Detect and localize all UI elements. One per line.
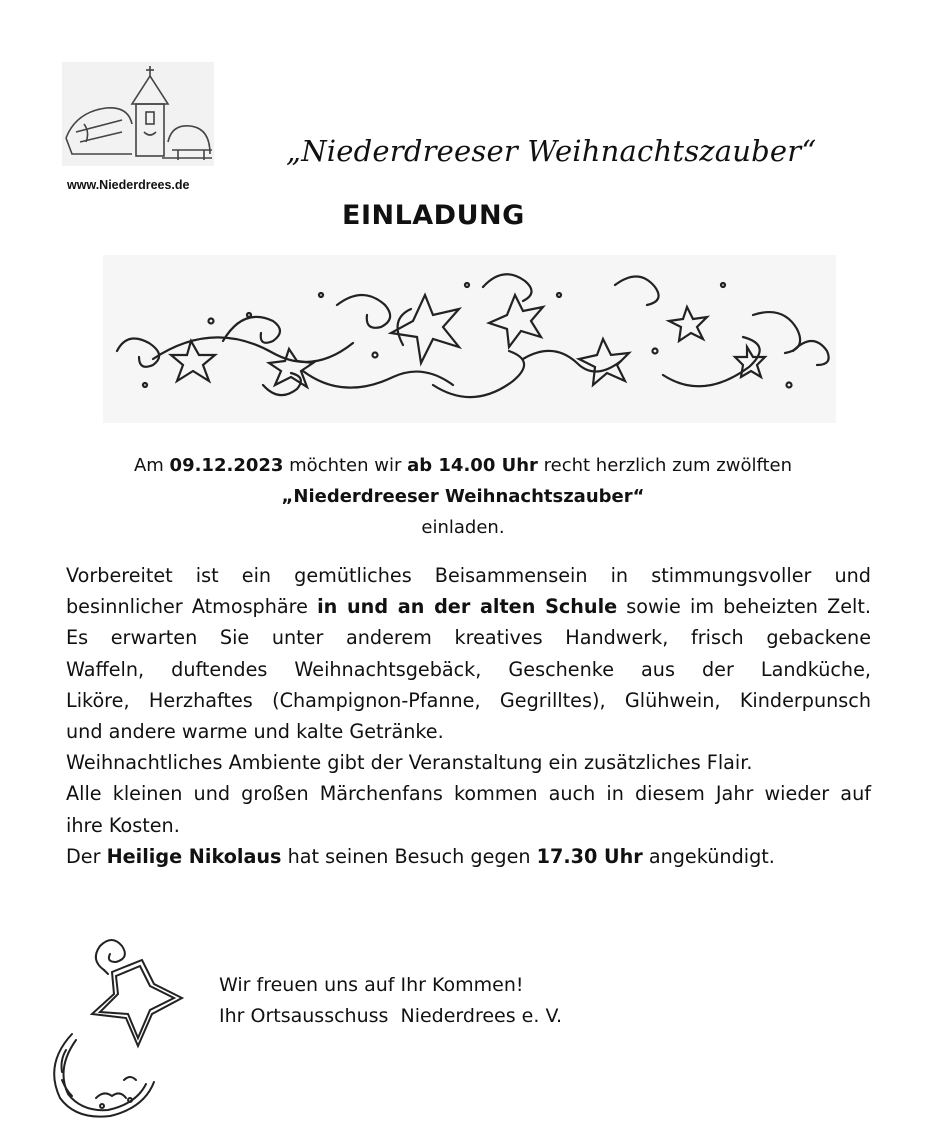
description-paragraph	[66, 560, 871, 872]
body-text: hat seinen Besuch gegen	[281, 844, 537, 868]
body-text: sowie im beheizten Zelt.	[617, 595, 871, 619]
body-line: Waffeln, duftendes Weihnachtsgebäck, Geschenke aus der Landküche,	[66, 657, 871, 681]
body-line: Liköre, Herzhaftes (Champignon-Pfanne, Gegrilltes), Glühwein, Kinderpunsch	[66, 688, 871, 712]
nikolaus: Heilige Nikolaus	[106, 844, 282, 868]
body-line: Alle kleinen und großen Märchenfans kommen auch in diesem Jahr wieder auf	[66, 782, 871, 806]
stars-and-swirls-banner-icon	[103, 255, 836, 423]
body-line: Vorbereitet ist ein gemütliches Beisammensein in stimmungsvoller und	[66, 564, 871, 587]
body-text: angekündigt.	[642, 844, 775, 868]
village-church-logo-icon	[62, 62, 214, 166]
body-text: besinnlicher Atmosphäre	[66, 595, 318, 619]
page-heading: EINLADUNG	[342, 200, 525, 231]
body-text: Der	[66, 844, 107, 868]
body-line: Es erwarten Sie unter anderem kreatives Handwerk, frisch gebackene	[66, 626, 871, 650]
venue: in und an der alten Schule	[317, 595, 618, 619]
event-date: 09.12.2023	[169, 455, 284, 476]
closing-signature	[219, 970, 562, 1032]
event-title: „Niederdreeser Weihnachtszauber“	[286, 134, 817, 168]
website-url: www.Niederdrees.de	[67, 178, 190, 192]
body-line	[66, 841, 871, 872]
hanging-star-ornament-icon	[42, 930, 202, 1122]
intro-text: möchten wir	[283, 455, 408, 476]
intro-text: Am	[133, 455, 170, 476]
body-line: Weihnachtliches Ambiente gibt der Veranstaltung ein zusätzliches Flair.	[66, 751, 753, 775]
intro-line-3: einladen.	[421, 517, 505, 538]
event-name: „Niederdreeser Weihnachtszauber“	[281, 486, 645, 507]
body-line: ihre Kosten.	[66, 813, 180, 837]
intro-paragraph	[40, 450, 886, 543]
intro-line-1	[40, 450, 886, 481]
nikolaus-time: 17.30 Uhr	[536, 844, 643, 868]
body-line: und andere warme und kalte Getränke.	[66, 720, 444, 744]
closing-line-1: Wir freuen uns auf Ihr Kommen!	[219, 974, 524, 996]
closing-line-2: Ihr Ortsausschuss Niederdrees e. V.	[219, 1005, 563, 1027]
intro-line-2	[40, 481, 886, 512]
event-time: ab 14.00 Uhr	[407, 455, 538, 476]
body-line	[66, 591, 871, 622]
intro-text: recht herzlich zum zwölften	[537, 455, 793, 476]
